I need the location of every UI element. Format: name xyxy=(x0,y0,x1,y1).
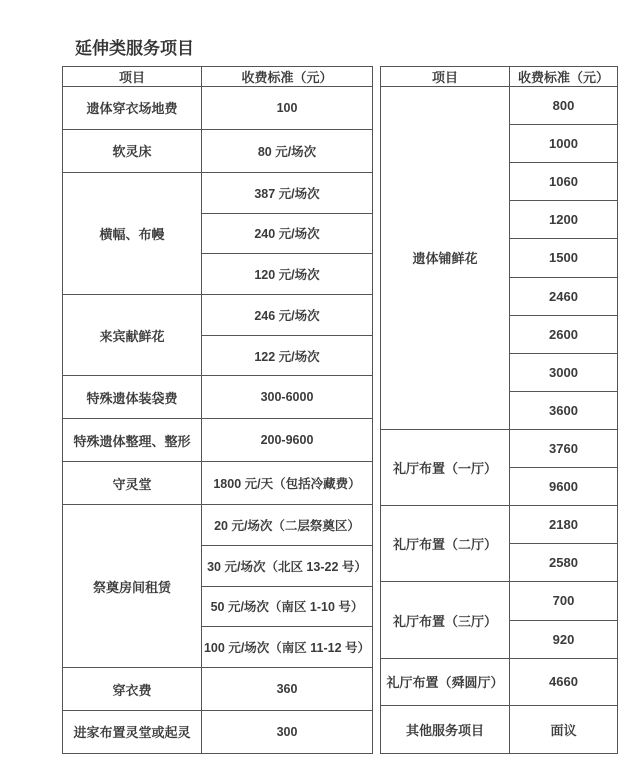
fee-value-cell: 3000 xyxy=(510,353,618,391)
fee-value-cell: 20 元/场次（二层祭奠区） xyxy=(202,505,373,546)
fee-value-cell: 80 元/场次 xyxy=(202,129,373,172)
table-row xyxy=(63,129,373,172)
table-row xyxy=(381,87,618,125)
fee-value-cell: 1060 xyxy=(510,163,618,201)
table-row xyxy=(63,462,373,505)
table-body xyxy=(63,87,373,754)
fee-value-cell: 800 xyxy=(510,87,618,125)
table-row xyxy=(381,582,618,620)
fee-value-cell: 920 xyxy=(510,620,618,658)
item-cell: 特殊遗体装袋费 xyxy=(63,376,202,419)
fee-value-cell: 2580 xyxy=(510,544,618,582)
fee-value-cell: 387 元/场次 xyxy=(202,172,373,213)
fee-value-cell: 240 元/场次 xyxy=(202,213,373,254)
item-cell: 特殊遗体整理、整形 xyxy=(63,419,202,462)
fee-value-cell: 300 xyxy=(202,710,373,753)
fee-value-cell: 9600 xyxy=(510,468,618,506)
item-cell: 祭奠房间租赁 xyxy=(63,505,202,668)
column-header: 项目 xyxy=(63,67,202,87)
table-row xyxy=(381,706,618,754)
item-cell: 遗体铺鲜花 xyxy=(381,87,510,430)
item-cell: 横幅、布幔 xyxy=(63,172,202,294)
item-cell: 穿衣费 xyxy=(63,668,202,711)
table-row xyxy=(63,376,373,419)
item-cell: 其他服务项目 xyxy=(381,706,510,754)
fee-value-cell: 120 元/场次 xyxy=(202,254,373,295)
fee-value-cell: 30 元/场次（北区 13-22 号） xyxy=(202,545,373,586)
fee-value-cell: 200-9600 xyxy=(202,419,373,462)
column-header: 项目 xyxy=(381,67,510,87)
page-title: 延伸类服务项目 xyxy=(75,39,194,58)
table-row xyxy=(63,505,373,546)
fee-value-cell: 100 元/场次（南区 11-12 号） xyxy=(202,627,373,668)
fee-value-cell: 360 xyxy=(202,668,373,711)
fee-value-cell: 122 元/场次 xyxy=(202,335,373,376)
table-row xyxy=(63,294,373,335)
table-row xyxy=(63,668,373,711)
fee-value-cell: 2460 xyxy=(510,277,618,315)
table-row xyxy=(381,506,618,544)
fee-value-cell: 3600 xyxy=(510,391,618,429)
fee-value-cell: 1000 xyxy=(510,125,618,163)
fee-value-cell: 1500 xyxy=(510,239,618,277)
fee-value-cell: 2180 xyxy=(510,506,618,544)
fee-value-cell: 300-6000 xyxy=(202,376,373,419)
fee-value-cell: 3760 xyxy=(510,429,618,467)
item-cell: 软灵床 xyxy=(63,129,202,172)
header-row xyxy=(63,67,373,87)
table-row xyxy=(63,87,373,130)
item-cell: 来宾献鲜花 xyxy=(63,294,202,375)
item-cell: 礼厅布置（三厅） xyxy=(381,582,510,658)
item-cell: 礼厅布置（二厅） xyxy=(381,506,510,582)
fee-table-right xyxy=(380,66,618,754)
fee-value-cell: 面议 xyxy=(510,706,618,754)
fee-value-cell: 4660 xyxy=(510,658,618,706)
item-cell: 守灵堂 xyxy=(63,462,202,505)
column-header: 收费标准（元） xyxy=(510,67,618,87)
item-cell: 进家布置灵堂或起灵 xyxy=(63,710,202,753)
item-cell: 礼厅布置（舜圆厅） xyxy=(381,658,510,706)
table-row xyxy=(381,429,618,467)
fee-table-left xyxy=(62,66,373,754)
fee-value-cell: 50 元/场次（南区 1-10 号） xyxy=(202,586,373,627)
fee-value-cell: 2600 xyxy=(510,315,618,353)
fee-value-cell: 1200 xyxy=(510,201,618,239)
fee-value-cell: 700 xyxy=(510,582,618,620)
table-body xyxy=(381,87,618,754)
header-row xyxy=(381,67,618,87)
table-header xyxy=(381,67,618,87)
fee-value-cell: 100 xyxy=(202,87,373,130)
item-cell: 礼厅布置（一厅） xyxy=(381,429,510,505)
fee-value-cell: 246 元/场次 xyxy=(202,294,373,335)
table-row xyxy=(63,172,373,213)
table-header xyxy=(63,67,373,87)
table-row xyxy=(63,419,373,462)
item-cell: 遗体穿衣场地费 xyxy=(63,87,202,130)
fee-value-cell: 1800 元/天（包括冷藏费） xyxy=(202,462,373,505)
table-row xyxy=(381,658,618,706)
table-row xyxy=(63,710,373,753)
column-header: 收费标准（元） xyxy=(202,67,373,87)
